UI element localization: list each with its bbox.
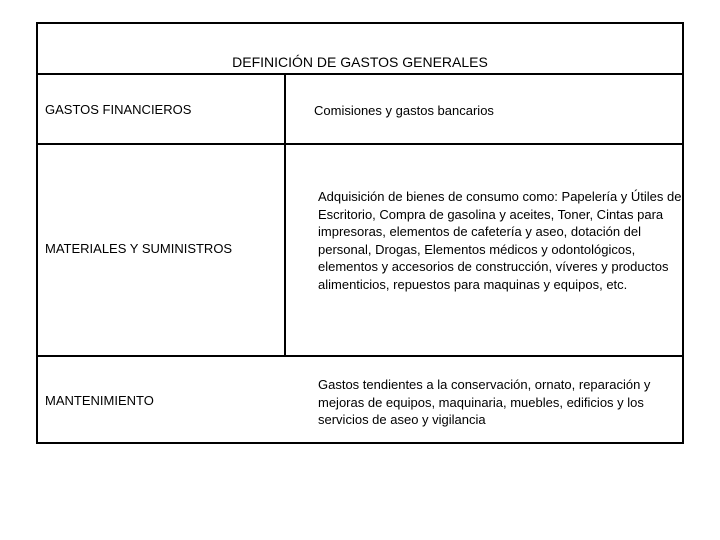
table-row-mantenimiento xyxy=(38,357,682,444)
table-row-gastos-financieros xyxy=(38,75,682,145)
row-description: Comisiones y gastos bancarios xyxy=(314,103,494,118)
row-description: Adquisición de bienes de consumo como: Papelería y Útiles de Escritorio, Compra de gasolina y aceites, Toner, Cintas para impresoras, elementos de cafetería y aseo, dotación del personal, Drogas, Elementos médicos y odontológicos, elementos y accesorios de construcción, víveres y productos alimenticios, repuestos para maquinas y equipos, etc. xyxy=(318,189,682,292)
row-label: MATERIALES Y SUMINISTROS xyxy=(45,241,233,256)
table-title: DEFINICIÓN DE GASTOS GENERALES xyxy=(232,54,488,70)
row-label: GASTOS FINANCIEROS xyxy=(45,102,192,117)
row-description: Gastos tendientes a la conservación, ornato, reparación y mejoras de equipos, maquinaria, muebles, edificios y los servicios de aseo y vigilancia xyxy=(318,377,651,427)
definitions-table xyxy=(36,22,684,444)
table-row-materiales-y-suministros xyxy=(38,145,682,357)
row-label: MANTENIMIENTO xyxy=(45,393,154,408)
table-header xyxy=(38,24,682,75)
column-divider xyxy=(284,75,286,357)
